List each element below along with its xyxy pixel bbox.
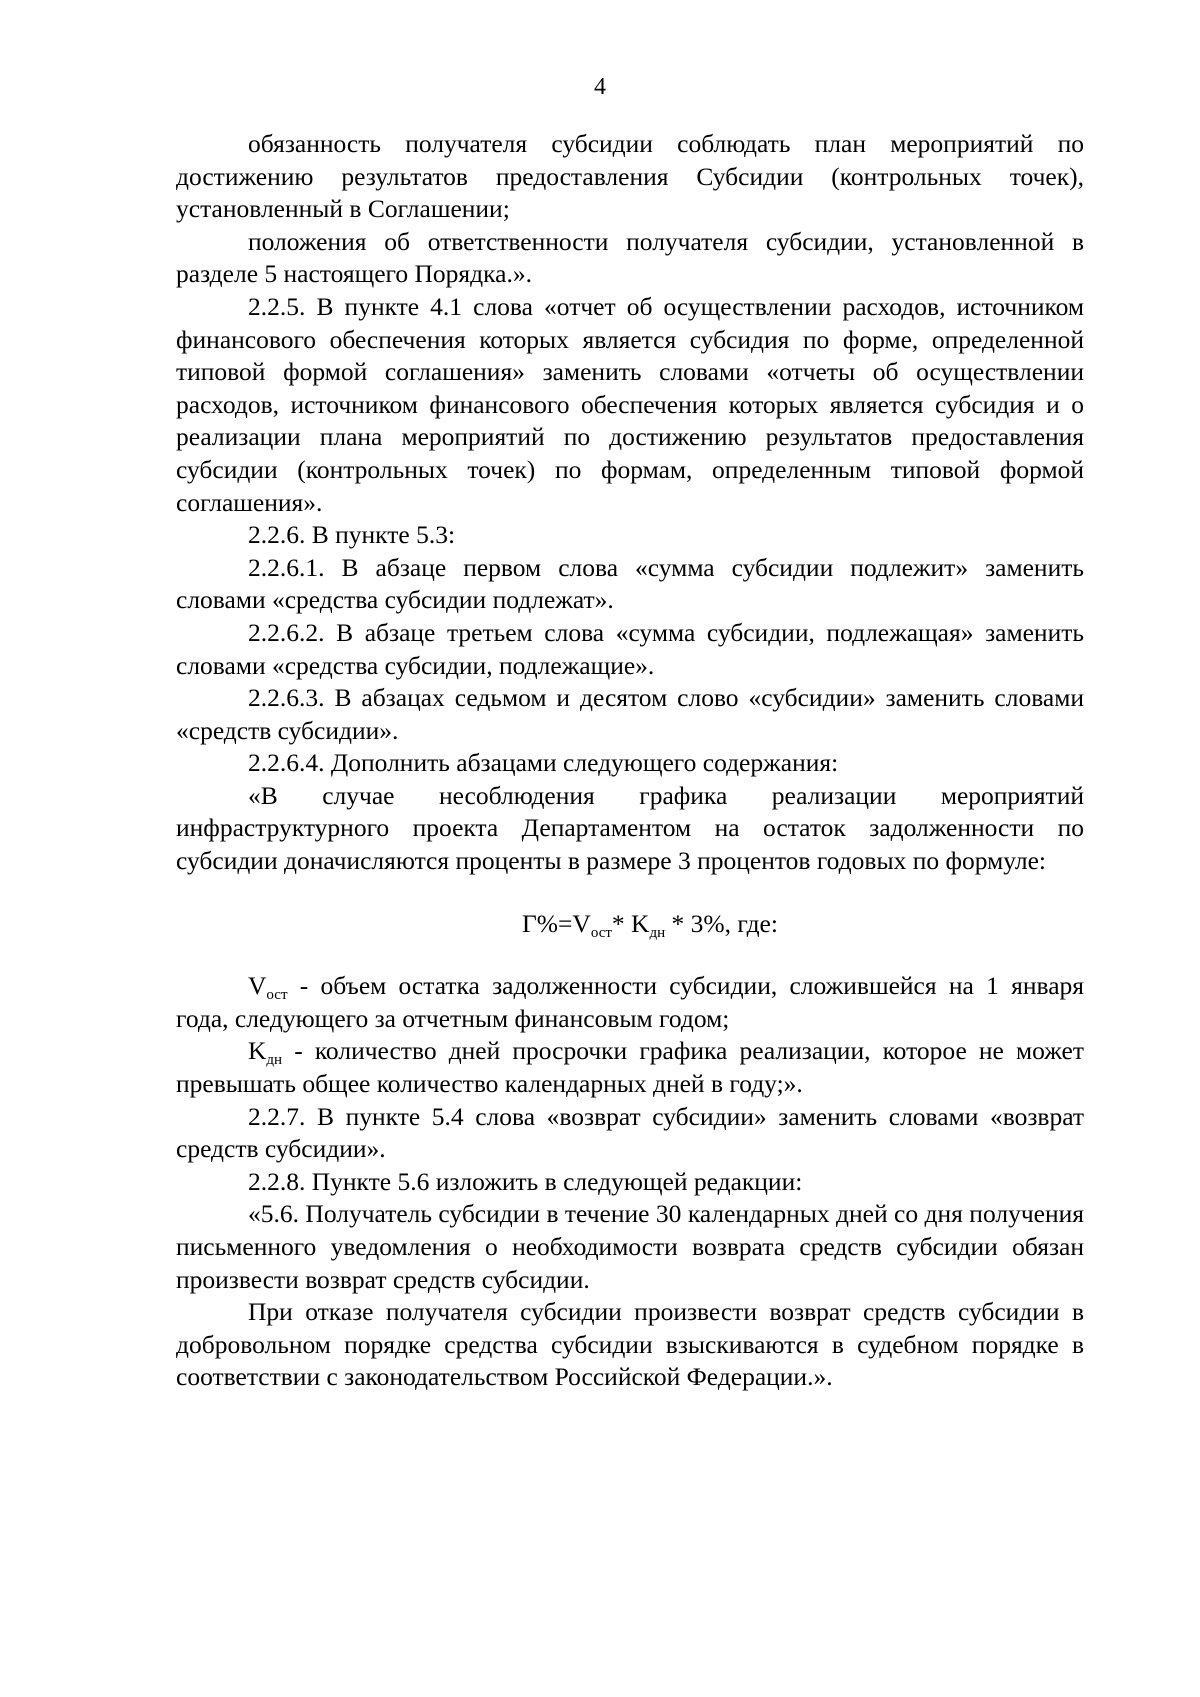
definition-k [176,1035,1084,1100]
formula [176,908,1084,941]
definition-k-symbol: K [248,1036,267,1066]
definition-v [176,970,1084,1035]
document-body [176,128,1084,1394]
formula-lhs: Г%=V [522,908,591,938]
paragraph: «В случае несоблюдения графика реализации мероприятий инфраструктурного проекта Департаментом на остаток задолженности по субсидии доначисляются проценты в размере 3 процентов годовых по формуле: [176,780,1084,876]
paragraph: При отказе получателя субсидии произвести возврат средств субсидии в добровольном порядке средства субсидии взыскиваются в судебном порядке в соответствии с законодательством Российской Федерации.». [176,1297,1084,1392]
formula-rhs: * 3%, где: [665,908,778,938]
definition-v-symbol: V [248,971,267,1001]
definition-v-subscript: ост [266,987,288,1004]
paragraph: 2.2.8. Пункте 5.6 изложить в следующей редакции: [248,1166,803,1196]
formula-k-subscript: дн [649,924,666,941]
paragraph: 2.2.6. В пункте 5.3: [248,520,456,550]
paragraph: положения об ответственности получателя субсидии, установленной в разделе 5 настоящего Порядка.». [176,226,1084,289]
definition-v-text: - объем остатка задолженности субсидии, сложившейся на 1 января года, следующего за отчетным финансовым годом; [176,971,1084,1033]
definition-k-text: - количество дней просрочки графика реализации, которое не может превышать общее количество календарных дней в году;». [176,1036,1084,1099]
paragraph: 2.2.6.1. В абзаце первом слова «сумма субсидии подлежит» заменить словами «средства субсидии подлежат». [176,552,1084,615]
paragraph: «5.6. Получатель субсидии в течение 30 календарных дней со дня получения письменного уведомления о необходимости возврата средств субсидии обязан произвести возврат средств субсидии. [176,1199,1084,1294]
formula-mid: * K [611,908,650,938]
definition-k-subscript: дн [266,1052,283,1069]
paragraph: 2.2.5. В пункте 4.1 слова «отчет об осуществлении расходов, источником финансового обеспечения которых является субсидия по форме, определенной типовой формой соглашения» заменить словами «отчеты об осуществлении расходов, источником финансового обеспечения которых является субсидия и о реализации плана мероприятий по достижению результатов предоставления субсидии (контрольных точек) по формам, определенным типовой формой соглашения». [176,291,1084,517]
formula-v-subscript: ост [590,924,612,941]
page-number: 4 [594,74,606,100]
paragraph: 2.2.6.2. В абзаце третьем слова «сумма субсидии, подлежащая» заменить словами «средства субсидии, подлежащие». [176,617,1084,680]
paragraph: 2.2.7. В пункте 5.4 слова «возврат субсидии» заменить словами «возврат средств субсидии». [176,1101,1084,1164]
paragraph: 2.2.6.3. В абзацах седьмом и десятом слово «субсидии» заменить словами «средств субсидии». [176,683,1084,745]
paragraph: обязанность получателя субсидии соблюдать план мероприятий по достижению результатов предоставления Субсидии (контрольных точек), установленный в Соглашении; [176,129,1084,224]
paragraph: 2.2.6.4. Дополнить абзацами следующего содержания: [248,748,839,778]
